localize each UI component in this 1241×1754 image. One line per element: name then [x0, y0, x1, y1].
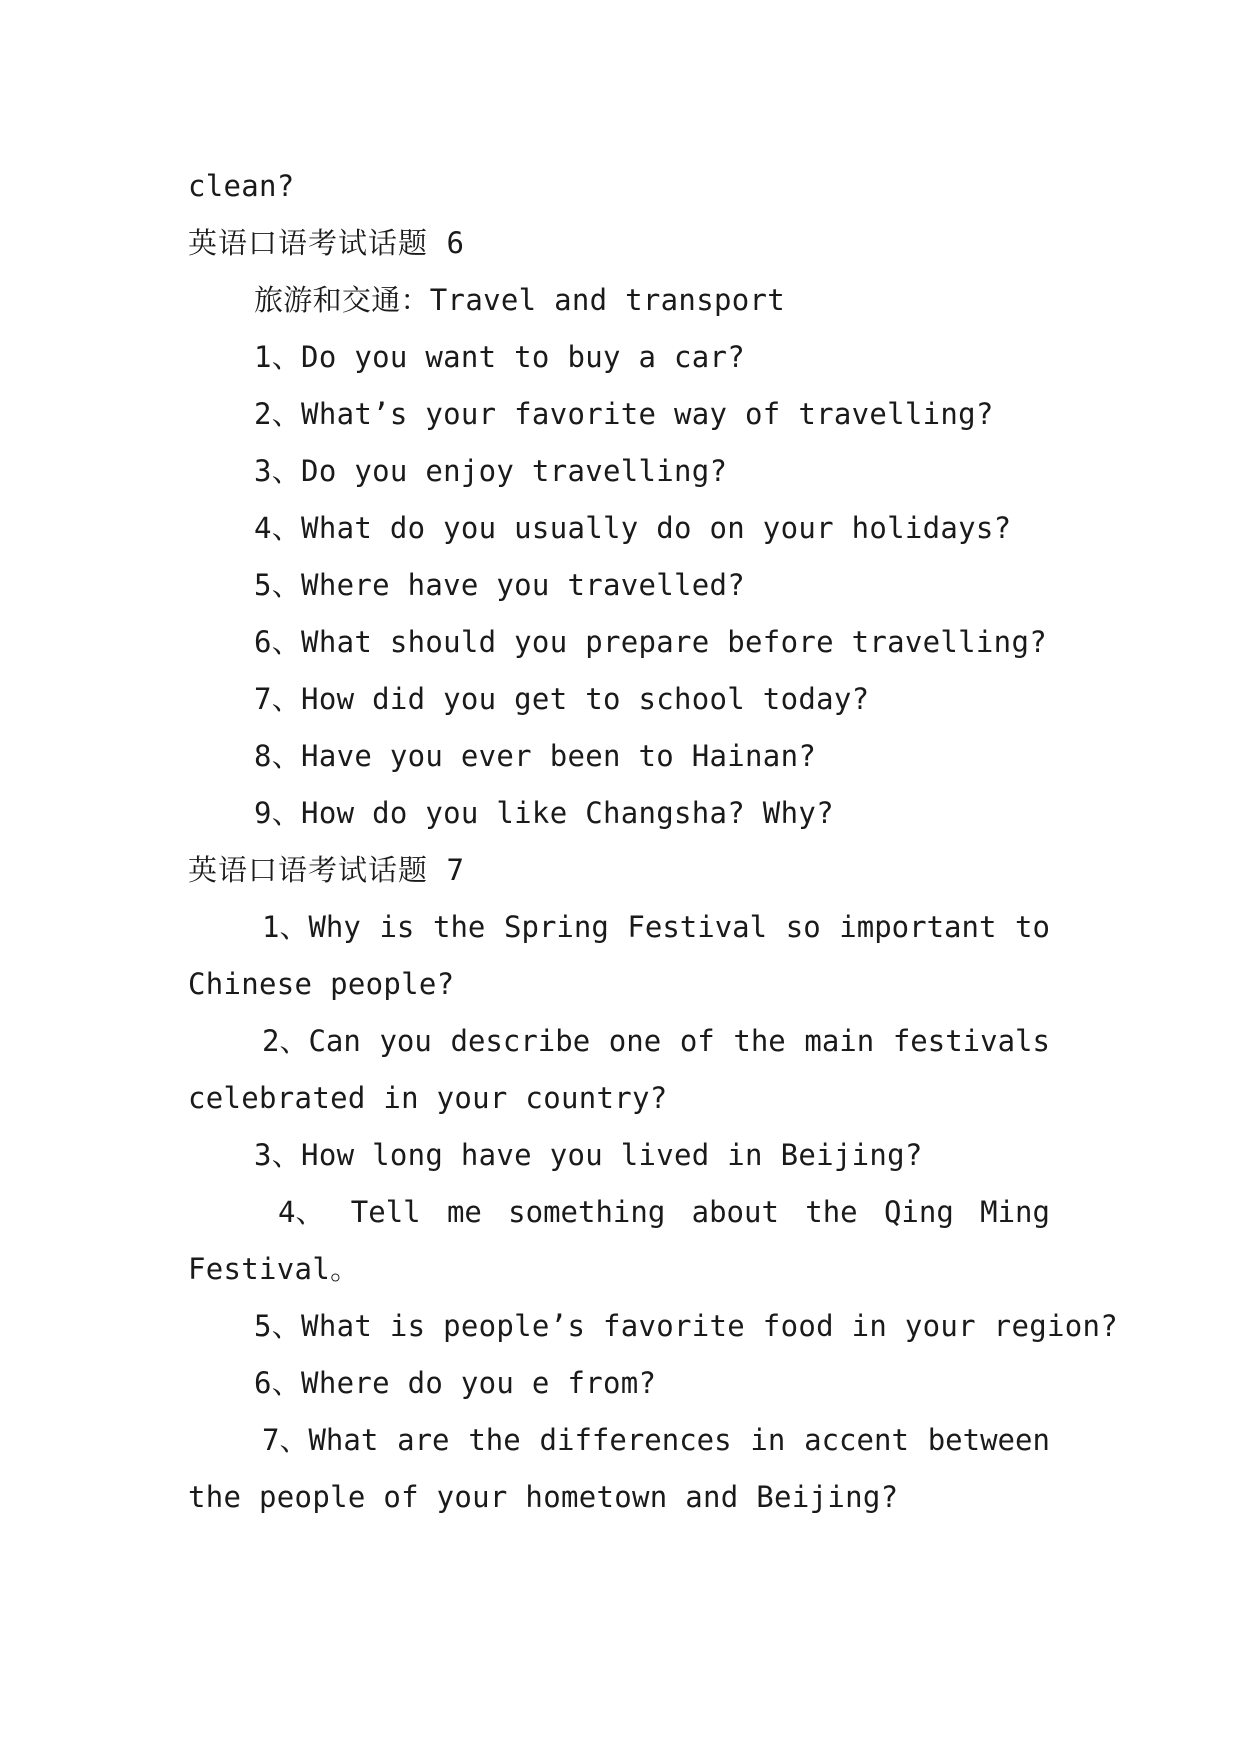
- question-line-justified: [278, 1192, 1050, 1232]
- word: of: [679, 1024, 715, 1058]
- word: 2、Can: [262, 1024, 361, 1058]
- question-line: 6、What should you prepare before travelling?: [254, 625, 1047, 659]
- topic-heading: 英语口语考试话题 7: [188, 853, 465, 887]
- question-line-justified: [262, 907, 1050, 947]
- topic-heading: 英语口语考试话题 6: [188, 226, 465, 260]
- question-line: 8、Have you ever been to Hainan?: [254, 739, 817, 773]
- word: about: [691, 1195, 779, 1229]
- word: in: [750, 1423, 786, 1457]
- word: Tell: [350, 1195, 421, 1229]
- word: me: [446, 1195, 482, 1229]
- word: the: [433, 910, 486, 944]
- text-line: clean?: [188, 169, 295, 203]
- word: are: [397, 1423, 450, 1457]
- word: Ming: [980, 1195, 1050, 1229]
- question-continuation: Festival。: [188, 1252, 360, 1286]
- word: Festival: [627, 910, 768, 944]
- word: the: [805, 1195, 858, 1229]
- question-line: 9、How do you like Changsha? Why?: [254, 796, 834, 830]
- question-line-justified: [262, 1021, 1050, 1061]
- word: you: [379, 1024, 432, 1058]
- word: 7、What: [262, 1423, 379, 1457]
- question-line: 3、How long have you lived in Beijing?: [254, 1138, 923, 1172]
- question-continuation: celebrated in your country?: [188, 1081, 668, 1115]
- question-continuation: Chinese people?: [188, 967, 455, 1001]
- word: accent: [804, 1423, 909, 1457]
- word: main: [804, 1024, 875, 1058]
- question-line: 7、How did you get to school today?: [254, 682, 870, 716]
- word: to: [1015, 910, 1050, 944]
- word: 1、Why: [262, 910, 361, 944]
- question-line: 4、What do you usually do on your holidays?: [254, 511, 1012, 545]
- word: important: [839, 910, 997, 944]
- word: the: [733, 1024, 786, 1058]
- word: describe: [450, 1024, 591, 1058]
- question-continuation: the people of your hometown and Beijing?: [188, 1480, 899, 1514]
- word: Qing: [883, 1195, 954, 1229]
- question-line: 5、Where have you travelled?: [254, 568, 746, 602]
- question-line: 3、Do you enjoy travelling?: [254, 454, 728, 488]
- word: the: [468, 1423, 521, 1457]
- word: one: [608, 1024, 662, 1058]
- word: something: [508, 1195, 666, 1229]
- word: Spring: [504, 910, 609, 944]
- question-line: 1、Do you want to buy a car?: [254, 340, 746, 374]
- word: 4、: [278, 1195, 325, 1229]
- question-line-justified: [262, 1420, 1050, 1460]
- topic-subtitle: 旅游和交通：Travel and transport: [254, 283, 785, 317]
- word: between: [927, 1423, 1050, 1457]
- word: is: [379, 910, 415, 944]
- question-line: 6、Where do you e from?: [254, 1366, 657, 1400]
- question-line: 5、What is people’s favorite food in your region?: [254, 1309, 1118, 1343]
- word: so: [785, 910, 821, 944]
- word: differences: [539, 1423, 732, 1457]
- word: festivals: [892, 1024, 1050, 1058]
- question-line: 2、What’s your favorite way of travelling?: [254, 397, 994, 431]
